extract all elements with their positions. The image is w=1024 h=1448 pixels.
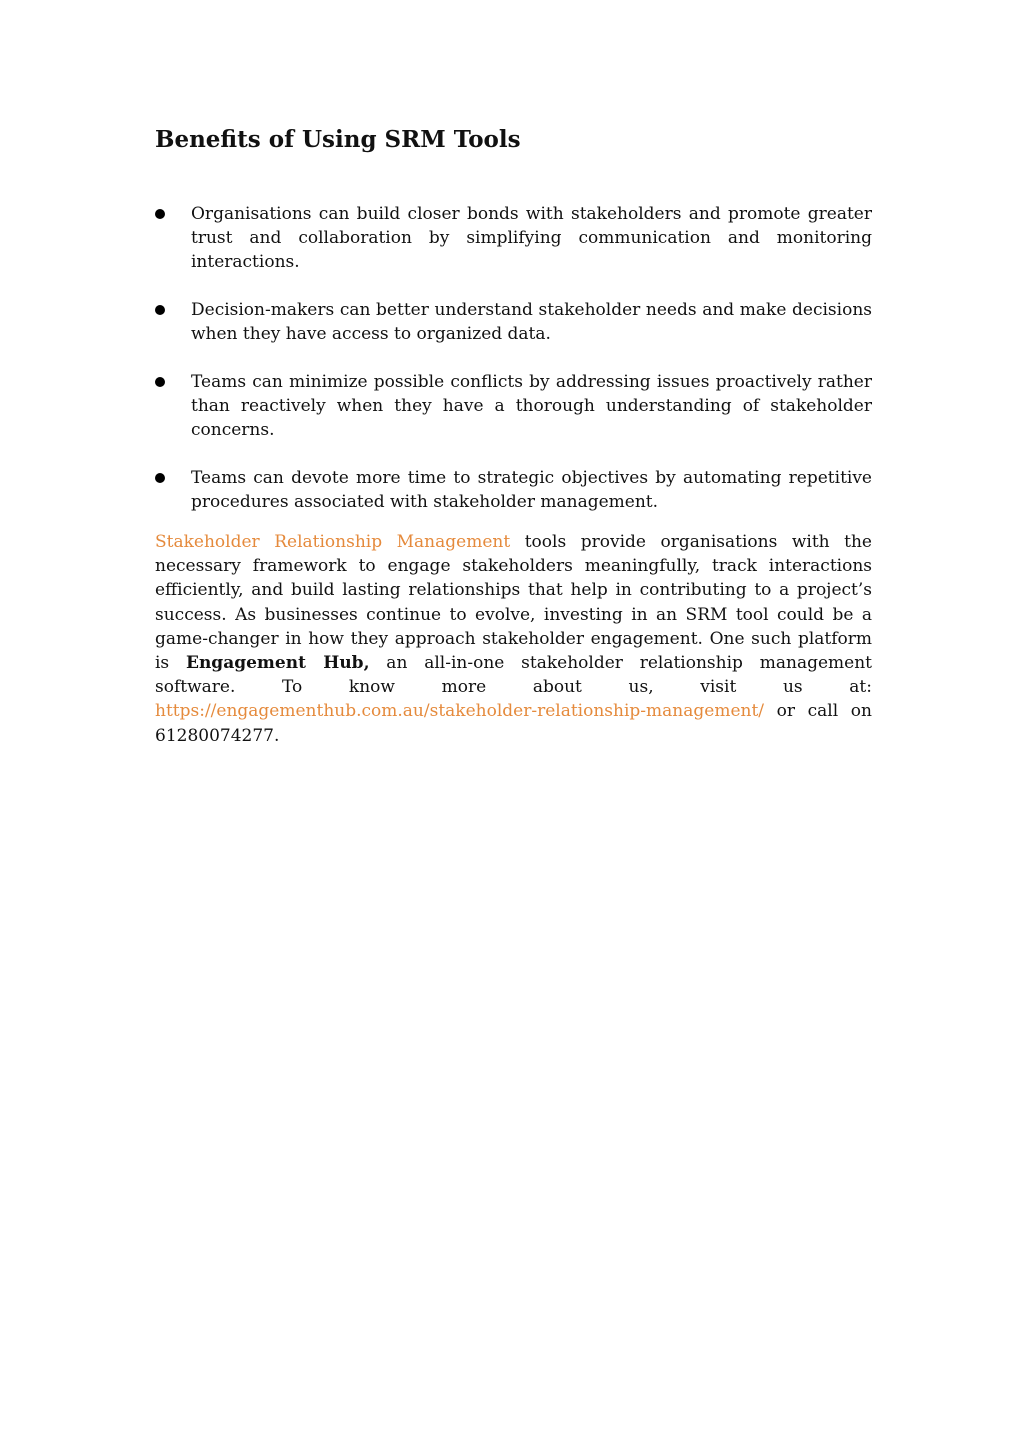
bullet-text: Teams can minimize possible conflicts by addressing issues proactively rather than reactively when they have a thorough understanding of stakeholder concerns. xyxy=(191,372,872,440)
bullet-text: Organisations can build closer bonds with stakeholders and promote greater trust and collaboration by simplifying communication and monitoring interactions. xyxy=(191,204,872,272)
bullet-text: Decision-makers can better understand stakeholder needs and make decisions when they have access to organized data. xyxy=(191,300,872,344)
benefits-list xyxy=(155,202,872,514)
brand-name: Engagement Hub, xyxy=(185,653,370,674)
website-link[interactable]: https://engagementhub.com.au/stakeholder-relationship-management/ xyxy=(155,701,765,722)
closing-paragraph xyxy=(155,530,872,748)
bullet-text: Teams can devote more time to strategic objectives by automating repetitive procedures associated with stakeholder management. xyxy=(191,468,872,512)
list-item xyxy=(155,466,872,514)
bullet-icon xyxy=(155,473,165,483)
list-item xyxy=(155,202,872,274)
list-item xyxy=(155,370,872,442)
list-item xyxy=(155,298,872,346)
paragraph-text: an all-in-one stakeholder relationship management software. To know more about us, visit us at: xyxy=(155,653,872,698)
srm-link[interactable]: Stakeholder Relationship Management xyxy=(155,532,511,552)
paragraph-text: tools provide organisations with the necessary framework to engage stakeholders meaningfully, track interactions efficiently, and build lasting relationships that help in contributing to a project’s success. As businesses continue to evolve, investing in an SRM tool could be a game-changer in how they approach stakeholder engagement. One such platform is xyxy=(155,532,872,674)
bullet-icon xyxy=(155,305,165,315)
bullet-icon xyxy=(155,209,165,219)
document-page xyxy=(155,122,872,748)
page-title: Benefits of Using SRM Tools xyxy=(155,126,521,153)
paragraph-text: or call on 61280074277. xyxy=(155,701,872,746)
bullet-icon xyxy=(155,377,165,387)
